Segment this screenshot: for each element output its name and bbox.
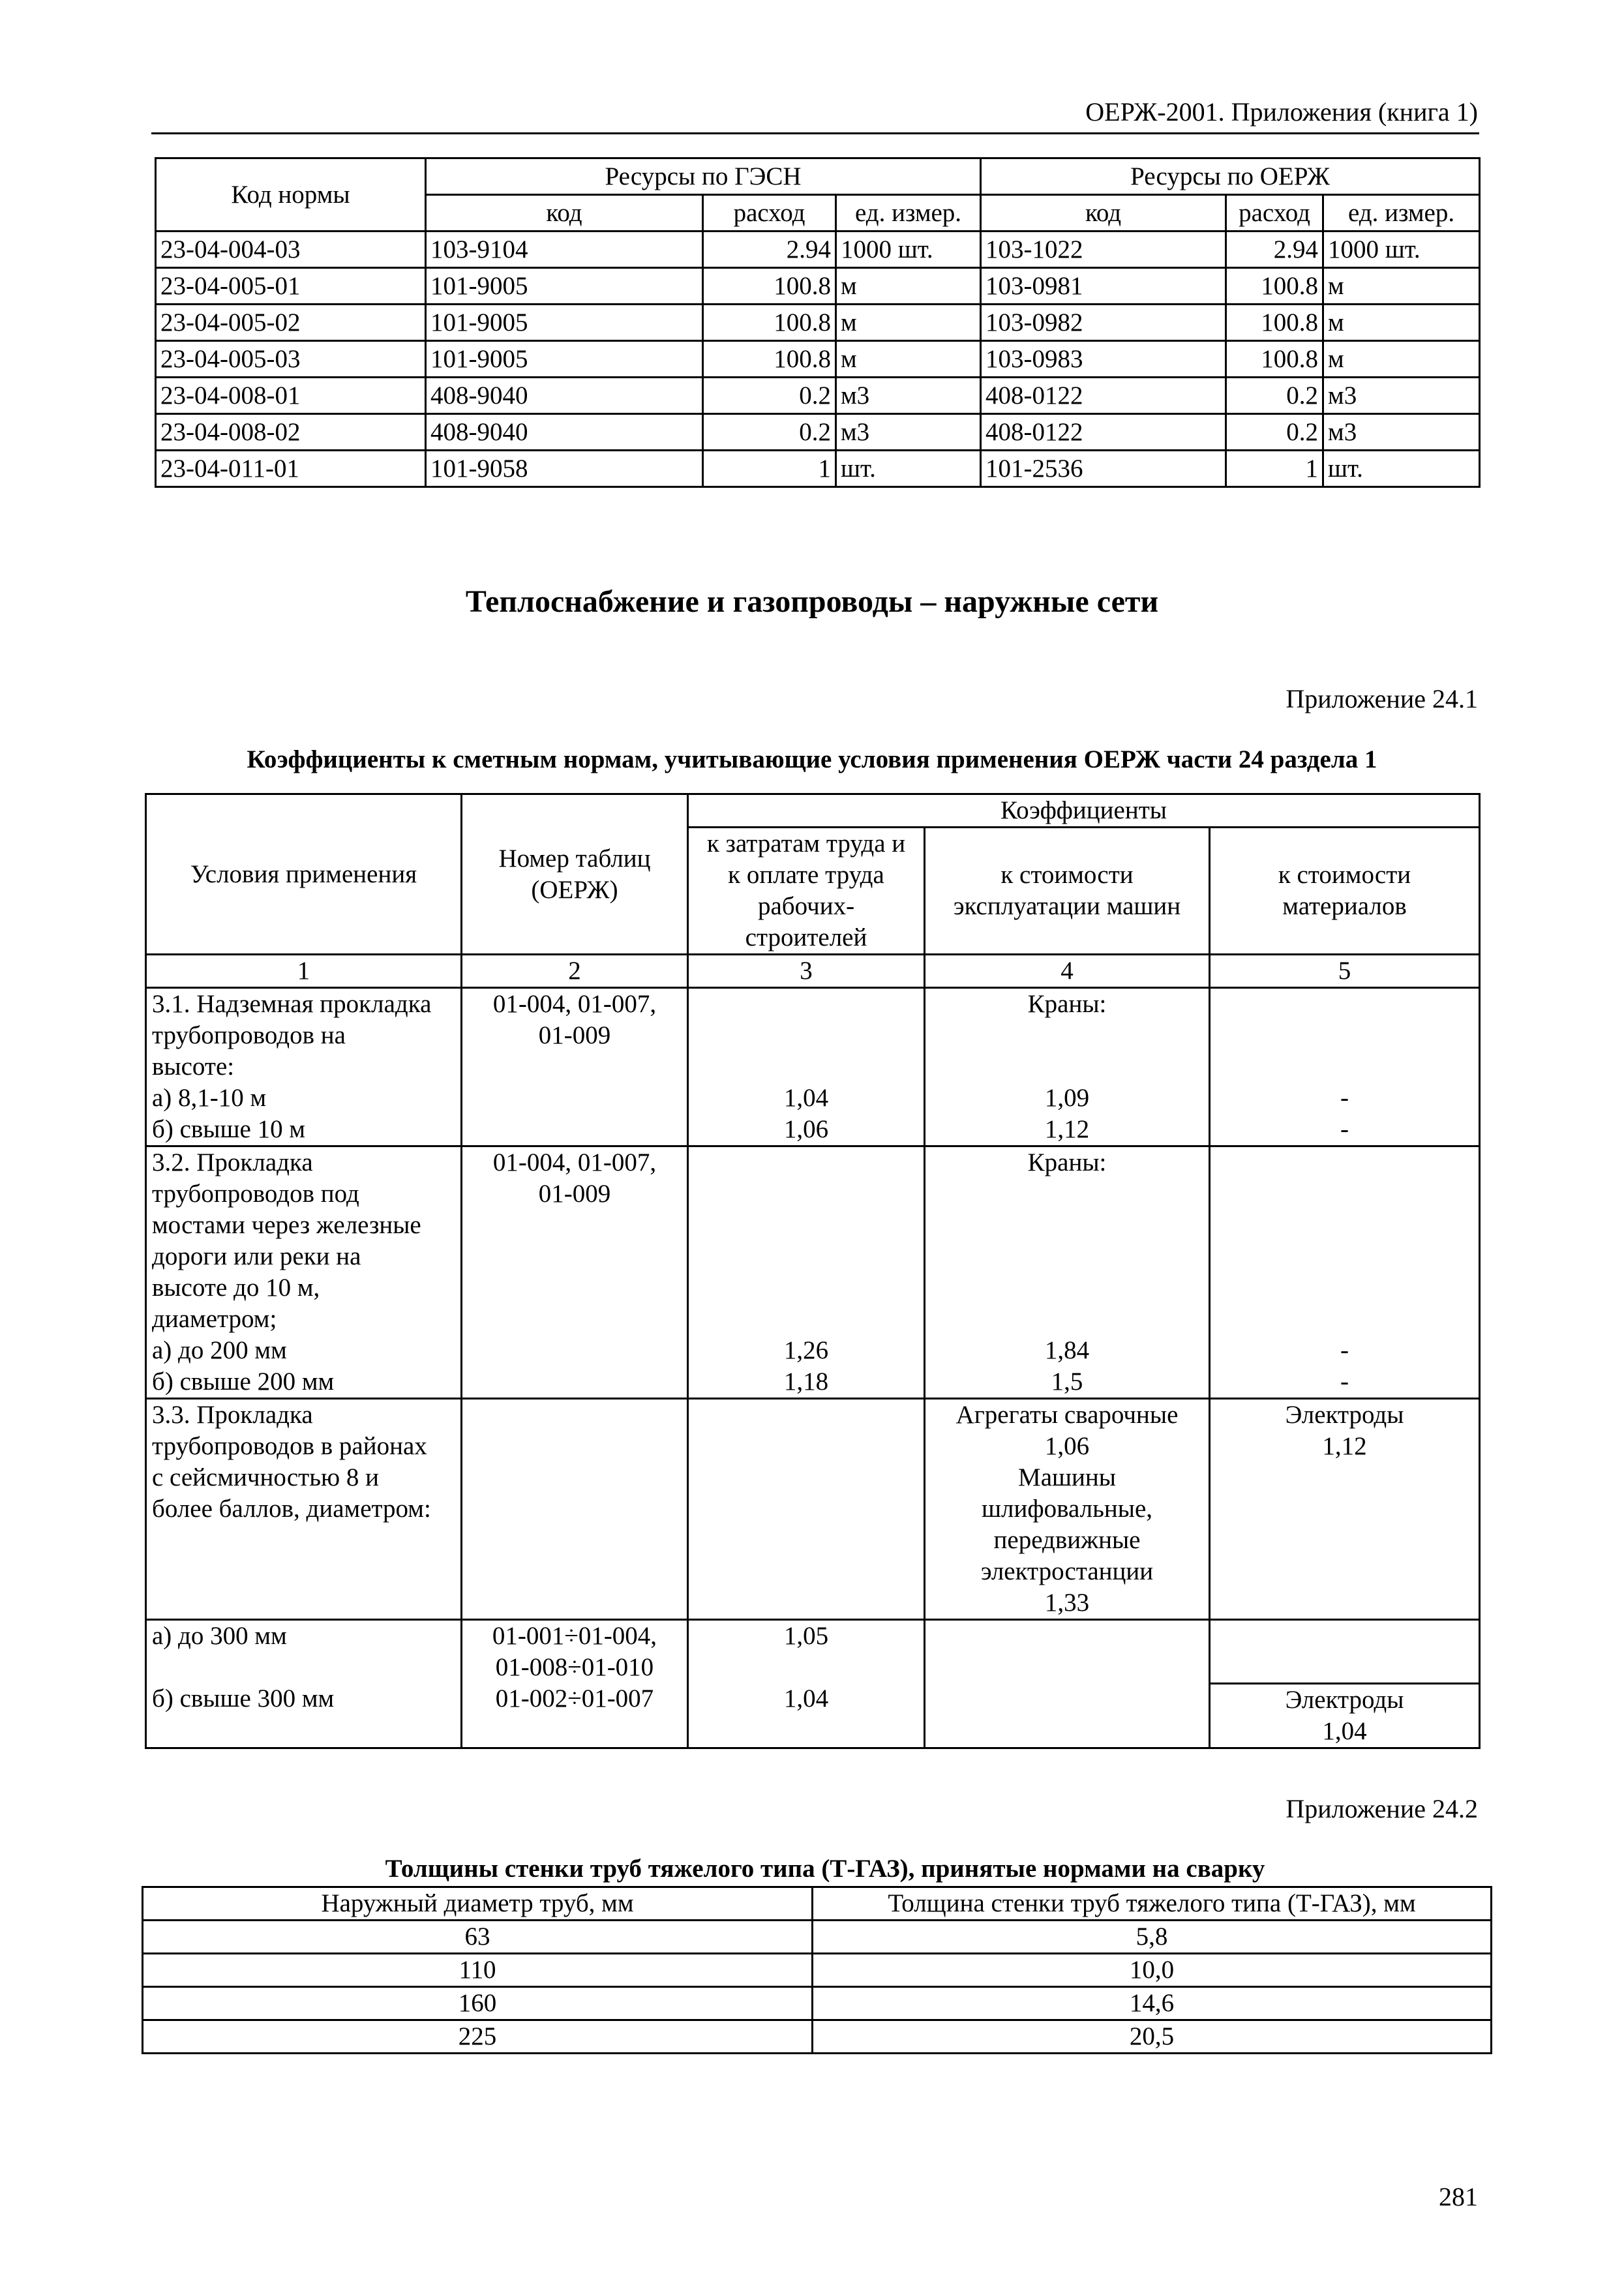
machines-line: Агрегаты сварочные — [955, 1401, 1179, 1429]
table-row — [146, 988, 1480, 1146]
cell-gesn-rate: 100.8 — [703, 268, 836, 305]
cell-oerzh-rate: 0.2 — [1226, 378, 1323, 414]
cell-norm-code: 23-04-005-02 — [156, 305, 426, 341]
header-diameter: Наружный диаметр труб, мм — [143, 1887, 813, 1921]
column-numbers-row — [146, 955, 1480, 988]
table-row — [156, 414, 1480, 451]
cell-oerzh-unit: м — [1323, 305, 1480, 341]
header-gesn: Ресурсы по ГЭСН — [426, 158, 981, 195]
cell-gesn-code: 101-9058 — [426, 451, 703, 487]
machines-line: Краны: — [1027, 1148, 1107, 1176]
cell-gesn-unit: м3 — [836, 378, 981, 414]
table-row — [146, 1683, 1480, 1748]
cell-gesn-unit: м — [836, 268, 981, 305]
cell-norm-code: 23-04-008-01 — [156, 378, 426, 414]
header-table-numbers-line: (ОЕРЖ) — [531, 875, 618, 904]
subheader-oerzh-rate: расход — [1226, 195, 1323, 232]
cell-oerzh-rate: 0.2 — [1226, 414, 1323, 451]
header-code: Код нормы — [156, 158, 426, 232]
cell-table-numbers — [462, 1146, 688, 1399]
header-oerzh: Ресурсы по ОЕРЖ — [981, 158, 1480, 195]
cell-materials — [1210, 1620, 1480, 1684]
wall-thickness-table — [142, 1886, 1492, 2054]
cell-oerzh-rate: 100.8 — [1226, 305, 1323, 341]
machines-line: 1,33 — [1044, 1589, 1090, 1617]
cell-gesn-rate: 0.2 — [703, 414, 836, 451]
header-conditions: Условия применения — [146, 794, 462, 955]
cell-oerzh-rate: 2.94 — [1226, 232, 1323, 268]
header-machines-line: эксплуатации машин — [953, 892, 1181, 920]
header-labor-line: к затратам труда и — [706, 830, 906, 858]
column-number: 2 — [462, 955, 688, 988]
cell-gesn-code: 101-9005 — [426, 305, 703, 341]
cell-oerzh-rate: 1 — [1226, 451, 1323, 487]
cell-norm-code: 23-04-004-03 — [156, 232, 426, 268]
machines-value: 1,12 — [1044, 1115, 1090, 1143]
table-row — [156, 341, 1480, 378]
table-numbers-line: 01-001÷01-004, — [492, 1622, 657, 1650]
table-row — [156, 451, 1480, 487]
cell-diameter: 63 — [143, 1921, 813, 1954]
labor-value: 1,06 — [783, 1115, 829, 1143]
materials-value: - — [1340, 1084, 1349, 1112]
materials-value: - — [1340, 1115, 1349, 1143]
condition-line: с сейсмичностью 8 и — [152, 1463, 379, 1491]
table-numbers-line: 01-009 — [538, 1021, 611, 1049]
cell-labor — [688, 1146, 925, 1399]
header-materials-line: материалов — [1282, 892, 1407, 920]
header-table-numbers-line: Номер таблиц — [498, 844, 651, 873]
cell-machines — [925, 1620, 1210, 1748]
cell-condition: а) до 300 мм — [146, 1620, 462, 1684]
table-numbers-line: 01-009 — [538, 1180, 611, 1208]
cell-oerzh-code: 408-0122 — [981, 378, 1226, 414]
header-rule — [151, 132, 1479, 134]
header-materials-line: к стоимости — [1278, 861, 1411, 889]
appendix-24-1-caption: Коэффициенты к сметным нормам, учитывающие условия применения ОЕРЖ части 24 раздела 1 — [247, 745, 1377, 773]
table-numbers-line: 01-004, 01-007, — [492, 990, 657, 1018]
table-row — [146, 1620, 1480, 1684]
cell-table-numbers — [462, 988, 688, 1146]
table-row — [143, 1921, 1492, 1954]
table-row — [143, 1987, 1492, 2020]
cell-condition: б) свыше 300 мм — [146, 1683, 462, 1748]
materials-line: Электроды — [1285, 1401, 1404, 1429]
machines-line: передвижные — [993, 1526, 1141, 1554]
condition-line: б) свыше 10 м — [152, 1115, 306, 1143]
table-numbers-line: 01-008÷01-010 — [495, 1653, 654, 1681]
table-row — [156, 378, 1480, 414]
cell-oerzh-rate: 100.8 — [1226, 268, 1323, 305]
condition-line: 3.1. Надземная прокладка — [152, 990, 432, 1018]
cell-thickness: 14,6 — [813, 1987, 1492, 2020]
subheader-oerzh-unit: ед. измер. — [1323, 195, 1480, 232]
cell-oerzh-code: 103-1022 — [981, 232, 1226, 268]
machines-value: 1,84 — [1044, 1336, 1090, 1364]
running-header: ОЕРЖ-2001. Приложения (книга 1) — [1085, 97, 1478, 127]
cell-gesn-code: 103-9104 — [426, 232, 703, 268]
cell-diameter: 110 — [143, 1954, 813, 1987]
appendix-24-2-caption: Толщины стенки труб тяжелого типа (Т-ГАЗ), принятые нормами на сварку — [385, 1855, 1265, 1883]
cell-gesn-code: 408-9040 — [426, 378, 703, 414]
condition-line: диаметром; — [152, 1305, 277, 1333]
cell-gesn-unit: 1000 шт. — [836, 232, 981, 268]
header-table-numbers — [462, 794, 688, 955]
condition-line: б) свыше 200 мм — [152, 1368, 335, 1396]
cell-gesn-rate: 2.94 — [703, 232, 836, 268]
cell-machines — [925, 1146, 1210, 1399]
cell-machines — [925, 988, 1210, 1146]
table-numbers-line: 01-004, 01-007, — [492, 1148, 657, 1176]
column-number: 4 — [925, 955, 1210, 988]
condition-line: трубопроводов в районах — [152, 1432, 427, 1460]
cell-oerzh-unit: м — [1323, 268, 1480, 305]
condition-line: высоте до 10 м, — [152, 1274, 320, 1302]
column-number: 5 — [1210, 955, 1480, 988]
cell-oerzh-unit: шт. — [1323, 451, 1480, 487]
machines-value: 1,5 — [1051, 1368, 1083, 1396]
table-row — [146, 1146, 1480, 1399]
cell-thickness: 20,5 — [813, 2020, 1492, 2054]
condition-line: а) до 200 мм — [152, 1336, 287, 1364]
cell-gesn-unit: м3 — [836, 414, 981, 451]
table-row — [156, 305, 1480, 341]
cell-gesn-code: 408-9040 — [426, 414, 703, 451]
cell-materials — [1210, 1146, 1480, 1399]
table-row — [156, 268, 1480, 305]
cell-table-numbers: 01-002÷01-007 — [462, 1683, 688, 1748]
header-materials — [1210, 828, 1480, 955]
machines-value: 1,09 — [1044, 1084, 1090, 1112]
condition-line: дороги или реки на — [152, 1242, 361, 1270]
machines-line: шлифовальные, — [981, 1495, 1153, 1523]
cell-gesn-code: 101-9005 — [426, 268, 703, 305]
condition-line: 3.3. Прокладка — [152, 1401, 313, 1429]
labor-value: 1,18 — [783, 1368, 829, 1396]
materials-value: - — [1340, 1368, 1349, 1396]
labor-value: 1,04 — [783, 1084, 829, 1112]
cell-oerzh-code: 408-0122 — [981, 414, 1226, 451]
condition-line: высоте: — [152, 1053, 235, 1081]
condition-line: 3.2. Прокладка — [152, 1148, 313, 1176]
cell-diameter: 160 — [143, 1987, 813, 2020]
cell-machines — [925, 1399, 1210, 1620]
column-number: 3 — [688, 955, 925, 988]
machines-line: электростанции — [980, 1557, 1154, 1585]
cell-labor: 1,04 — [688, 1683, 925, 1748]
table-row — [146, 1399, 1480, 1620]
cell-oerzh-unit: 1000 шт. — [1323, 232, 1480, 268]
cell-condition — [146, 988, 462, 1146]
cell-labor — [688, 1399, 925, 1620]
cell-thickness: 5,8 — [813, 1921, 1492, 1954]
cell-oerzh-unit: м — [1323, 341, 1480, 378]
condition-line: а) 8,1-10 м — [152, 1084, 267, 1112]
header-labor-line: к оплате труда — [728, 861, 884, 889]
header-labor-line: строителей — [745, 923, 867, 951]
cell-norm-code: 23-04-011-01 — [156, 451, 426, 487]
subheader-oerzh-code: код — [981, 195, 1226, 232]
page-number: 281 — [1439, 2182, 1478, 2211]
cell-table-numbers — [462, 1620, 688, 1684]
cell-gesn-unit: шт. — [836, 451, 981, 487]
condition-line: мостами через железные — [152, 1211, 421, 1239]
cell-norm-code: 23-04-008-02 — [156, 414, 426, 451]
cell-oerzh-unit: м3 — [1323, 378, 1480, 414]
cell-oerzh-code: 103-0981 — [981, 268, 1226, 305]
cell-condition — [146, 1399, 462, 1620]
subheader-gesn-unit: ед. измер. — [836, 195, 981, 232]
cell-norm-code: 23-04-005-01 — [156, 268, 426, 305]
cell-gesn-rate: 0.2 — [703, 378, 836, 414]
appendix-24-1-label: Приложение 24.1 — [1286, 684, 1478, 713]
header-machines-line: к стоимости — [1000, 861, 1134, 889]
header-labor-line: рабочих- — [757, 892, 855, 920]
header-machines — [925, 828, 1210, 955]
cell-diameter: 225 — [143, 2020, 813, 2054]
materials-line: Электроды — [1285, 1685, 1404, 1714]
cell-oerzh-unit: м3 — [1323, 414, 1480, 451]
header-thickness: Толщина стенки труб тяжелого типа (Т-ГАЗ), мм — [813, 1887, 1492, 1921]
header-coefficients: Коэффициенты — [688, 794, 1480, 828]
cell-gesn-unit: м — [836, 341, 981, 378]
column-number: 1 — [146, 955, 462, 988]
machines-line: Машины — [1018, 1463, 1116, 1491]
cell-labor — [688, 988, 925, 1146]
appendix-24-2-label: Приложение 24.2 — [1286, 1794, 1478, 1823]
cell-materials — [1210, 988, 1480, 1146]
labor-value: 1,26 — [783, 1336, 829, 1364]
section-title: Теплоснабжение и газопроводы – наружные сети — [465, 584, 1159, 619]
table-row — [156, 232, 1480, 268]
cell-oerzh-code: 103-0982 — [981, 305, 1226, 341]
machines-line: 1,06 — [1044, 1432, 1090, 1460]
cell-oerzh-code: 103-0983 — [981, 341, 1226, 378]
cell-labor: 1,05 — [688, 1620, 925, 1684]
cell-norm-code: 23-04-005-03 — [156, 341, 426, 378]
cell-gesn-rate: 100.8 — [703, 341, 836, 378]
cell-materials — [1210, 1683, 1480, 1748]
cell-oerzh-rate: 100.8 — [1226, 341, 1323, 378]
materials-line: 1,12 — [1322, 1432, 1367, 1460]
cell-table-numbers — [462, 1399, 688, 1620]
resources-table — [155, 157, 1481, 488]
header-labor — [688, 828, 925, 955]
condition-line: трубопроводов под — [152, 1180, 359, 1208]
cell-materials — [1210, 1399, 1480, 1620]
coefficients-table — [145, 793, 1481, 1749]
materials-line: 1,04 — [1322, 1716, 1367, 1745]
cell-gesn-rate: 1 — [703, 451, 836, 487]
cell-oerzh-code: 101-2536 — [981, 451, 1226, 487]
subheader-gesn-code: код — [426, 195, 703, 232]
cell-thickness: 10,0 — [813, 1954, 1492, 1987]
subheader-gesn-rate: расход — [703, 195, 836, 232]
condition-line: трубопроводов на — [152, 1021, 346, 1049]
table-row — [143, 1954, 1492, 1987]
cell-gesn-rate: 100.8 — [703, 305, 836, 341]
cell-gesn-code: 101-9005 — [426, 341, 703, 378]
cell-condition — [146, 1146, 462, 1399]
condition-line: более баллов, диаметром: — [152, 1495, 431, 1523]
table-row — [143, 2020, 1492, 2054]
materials-value: - — [1340, 1336, 1349, 1364]
machines-line: Краны: — [1027, 990, 1107, 1018]
cell-gesn-unit: м — [836, 305, 981, 341]
